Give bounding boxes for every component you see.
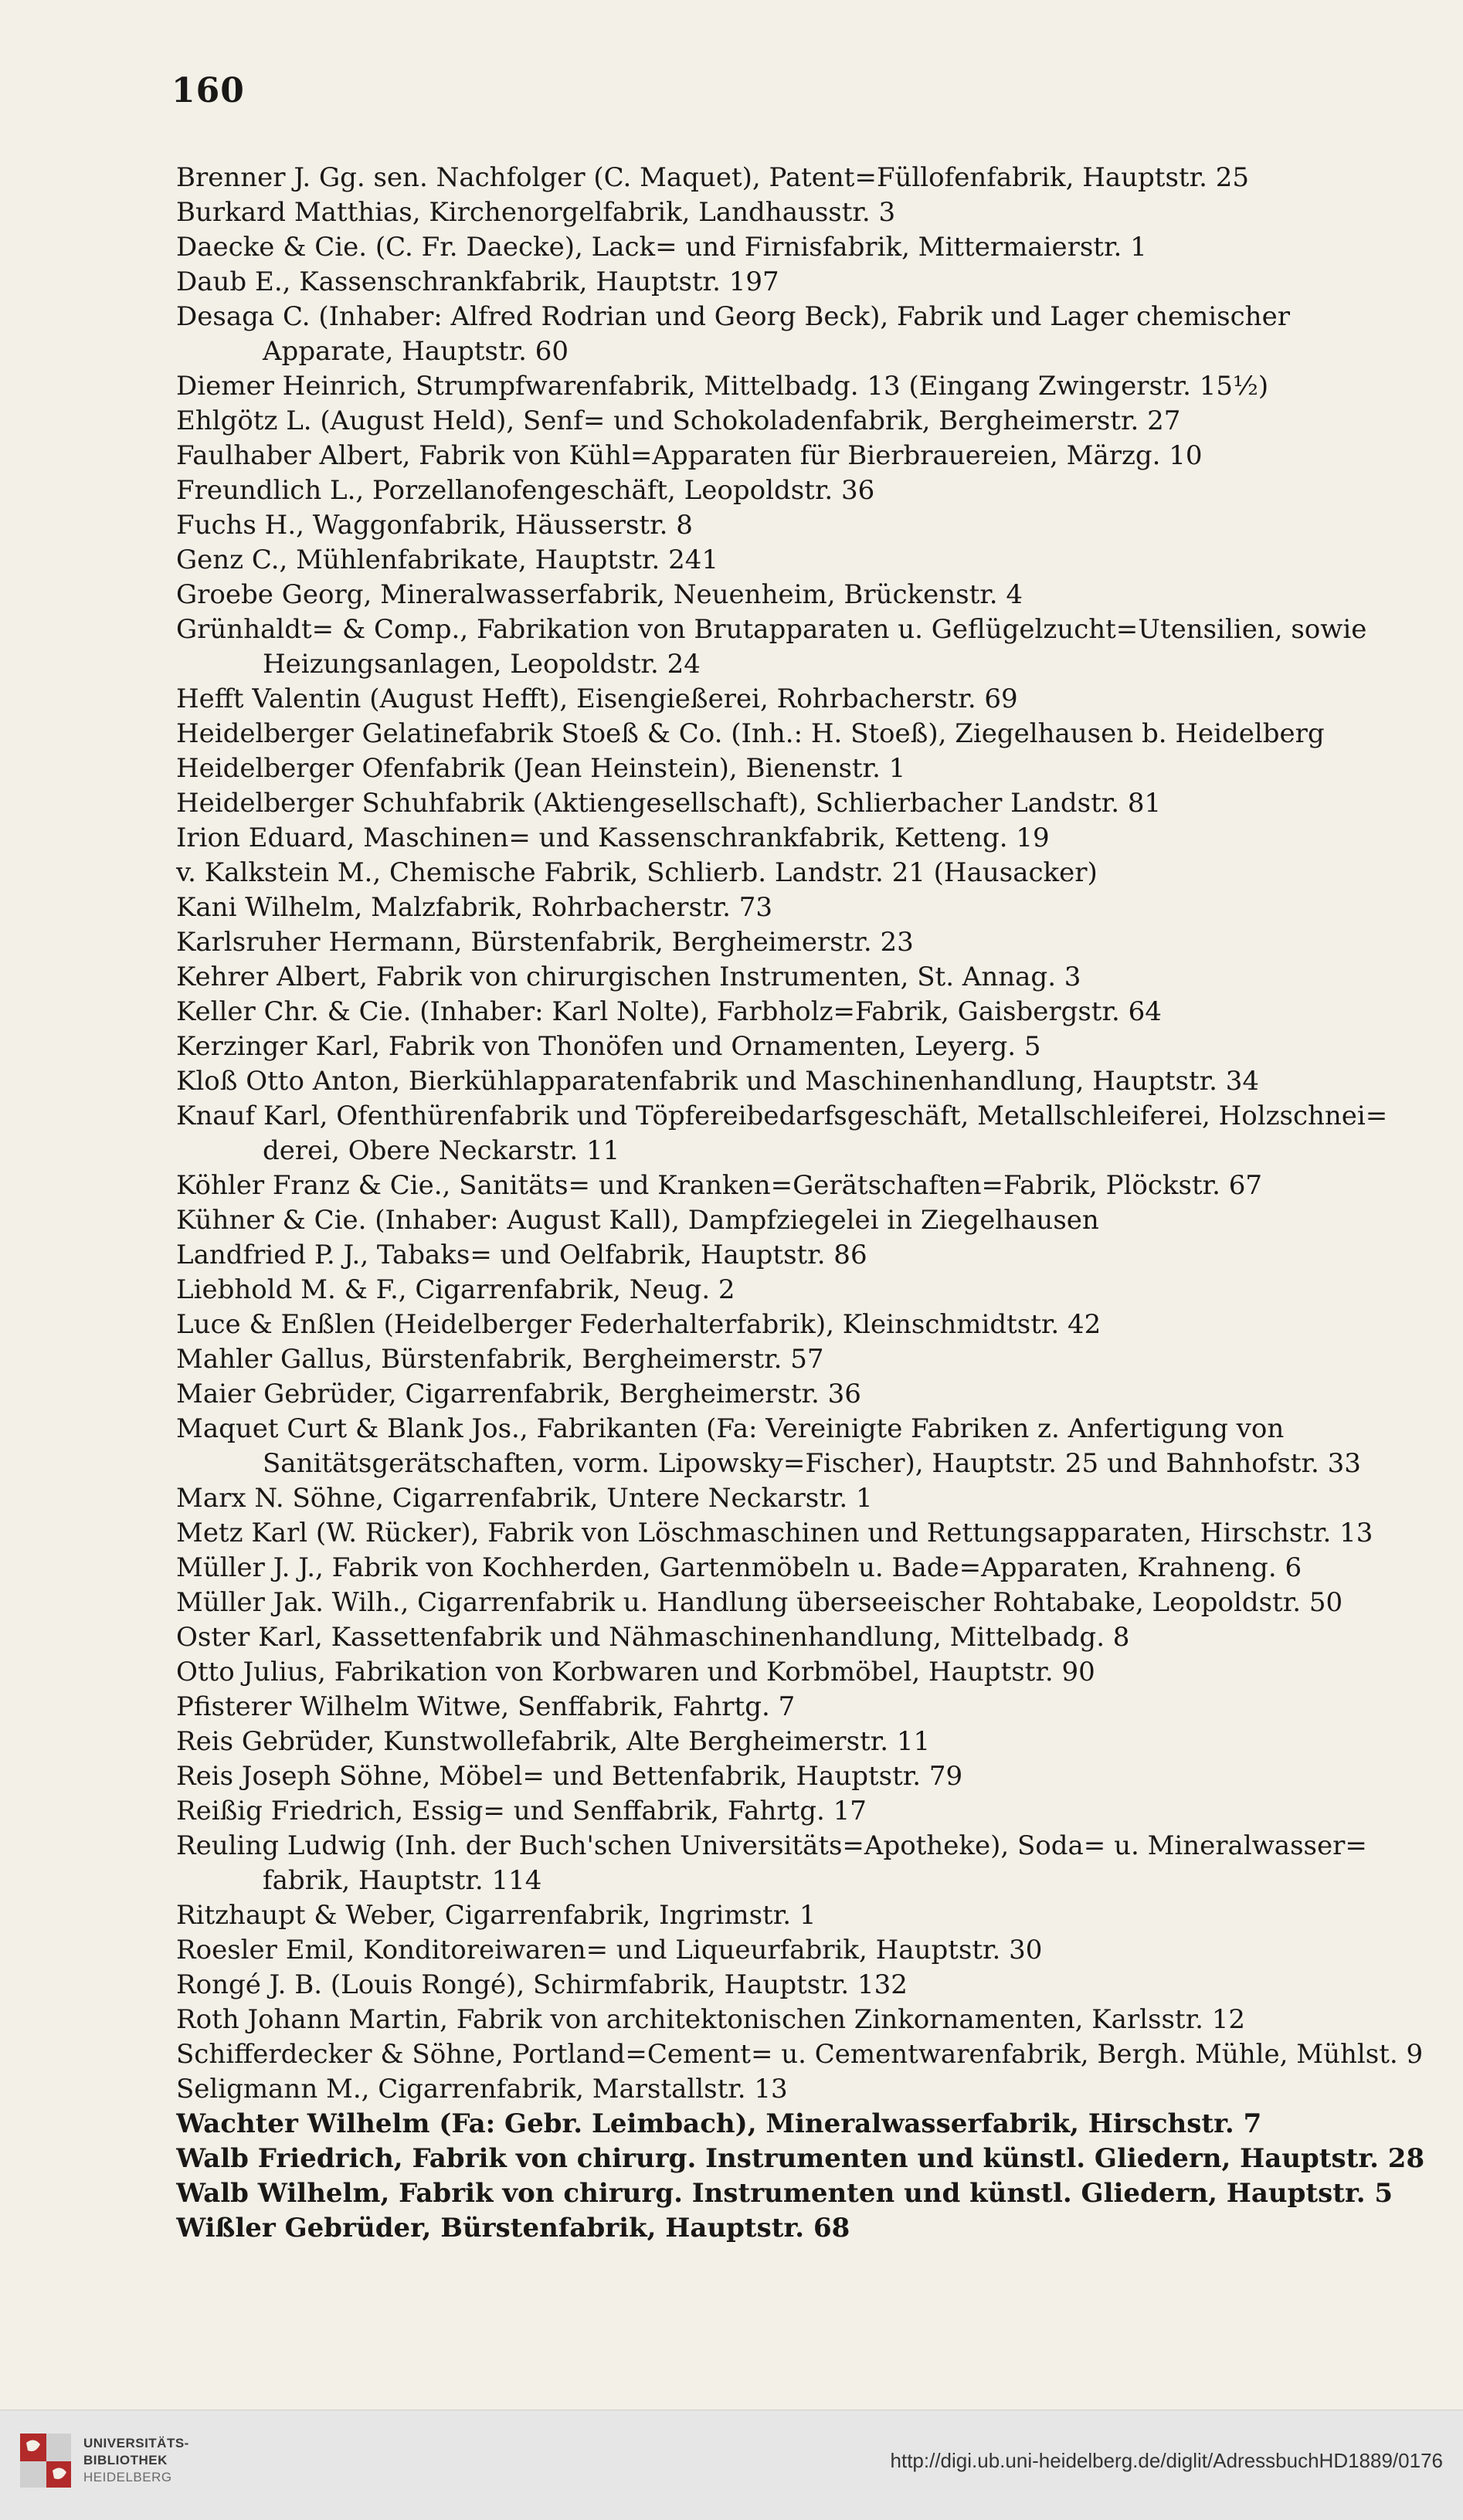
- entry-text: Reis Gebrüder, Kunstwollefabrik, Alte Bergheimerstr. 11: [176, 1726, 931, 1757]
- directory-entry: [176, 161, 1435, 195]
- entry-text: v. Kalkstein M., Chemische Fabrik, Schlierb. Landstr. 21 (Hausacker): [176, 857, 1098, 888]
- entry-text: Heidelberger Schuhfabrik (Aktiengesellschaft), Schlierbacher Landstr. 81: [176, 788, 1162, 819]
- entry-text: Reuling Ludwig (Inh. der Buch'schen Universitäts=Apotheke), Soda= u. Mineralwasser=: [176, 1830, 1367, 1861]
- directory-entry: [176, 1968, 1435, 2003]
- entry-continuation: fabrik, Hauptstr. 114: [263, 1865, 542, 1896]
- entry-text: Schifferdecker & Söhne, Portland=Cement= u. Cementwarenfabrik, Bergh. Mühle, Mühlst. 9: [176, 2039, 1424, 2070]
- entry-text: Ehlgötz L. (August Held), Senf= und Schokoladenfabrik, Bergheimerstr. 27: [176, 405, 1181, 436]
- entry-text: Kerzinger Karl, Fabrik von Thonöfen und Ornamenten, Leyerg. 5: [176, 1031, 1041, 1062]
- directory-entry: [176, 1933, 1435, 1968]
- entry-text: Mahler Gallus, Bürstenfabrik, Bergheimerstr. 57: [176, 1344, 824, 1375]
- directory-entry: [176, 1516, 1435, 1551]
- entry-text: Müller Jak. Wilh., Cigarrenfabrik u. Handlung überseeischer Rohtabake, Leopoldstr. 50: [176, 1587, 1343, 1618]
- entry-text: Heidelberger Ofenfabrik (Jean Heinstein), Bienenstr. 1: [176, 753, 906, 784]
- entry-text: Maquet Curt & Blank Jos., Fabrikanten (Fa: Vereinigte Fabriken z. Anfertigung von: [176, 1413, 1285, 1444]
- university-seal-icon: [15, 2427, 76, 2494]
- entry-text: Liebhold M. & F., Cigarrenfabrik, Neug. 2: [176, 1274, 735, 1305]
- page-number: 160: [171, 71, 245, 110]
- entry-text: Müller J. J., Fabrik von Kochherden, Gartenmöbeln u. Bade=Apparaten, Krahneng. 6: [176, 1552, 1302, 1583]
- directory-entry: [176, 1829, 1435, 1898]
- directory-entry: [176, 682, 1435, 717]
- directory-entry: [176, 1412, 1435, 1481]
- entry-text: Diemer Heinrich, Strumpfwarenfabrik, Mittelbadg. 13 (Eingang Zwingerstr. 15½): [176, 371, 1269, 402]
- entry-text: Ritzhaupt & Weber, Cigarrenfabrik, Ingrimstr. 1: [176, 1900, 816, 1931]
- directory-entry: [176, 925, 1435, 960]
- directory-entry: [176, 1273, 1435, 1307]
- entry-text: Walb Friedrich, Fabrik von chirurg. Instrumenten und künstl. Gliedern, Hauptstr. 28: [176, 2143, 1425, 2174]
- entry-text: Burkard Matthias, Kirchenorgelfabrik, Landhausstr. 3: [176, 197, 896, 228]
- directory-entry: [176, 2037, 1435, 2072]
- source-url-link[interactable]: http://digi.ub.uni-heidelberg.de/diglit/AdressbuchHD1889/0176: [890, 2449, 1443, 2472]
- entry-text: Reis Joseph Söhne, Möbel= und Bettenfabrik, Hauptstr. 79: [176, 1761, 963, 1792]
- entry-text: Heidelberger Gelatinefabrik Stoeß & Co. (Inh.: H. Stoeß), Ziegelhausen b. Heidelberg: [176, 718, 1325, 749]
- directory-entry: [176, 265, 1435, 300]
- directory-entry: [176, 2003, 1435, 2037]
- directory-entry: [176, 1342, 1435, 1377]
- entry-text: Kloß Otto Anton, Bierkühlapparatenfabrik und Maschinenhandlung, Hauptstr. 34: [176, 1066, 1260, 1097]
- entry-text: Brenner J. Gg. sen. Nachfolger (C. Maquet), Patent=Füllofenfabrik, Hauptstr. 25: [176, 162, 1249, 193]
- entry-continuation: Apparate, Hauptstr. 60: [263, 336, 569, 367]
- directory-entry: [176, 508, 1435, 543]
- library-logo-text: [83, 2435, 189, 2486]
- directory-entry: [176, 578, 1435, 612]
- entry-text: Desaga C. (Inhaber: Alfred Rodrian und Georg Beck), Fabrik und Lager chemischer: [176, 301, 1290, 332]
- directory-entry: [176, 786, 1435, 821]
- entry-text: Freundlich L., Porzellanofengeschäft, Leopoldstr. 36: [176, 475, 875, 506]
- directory-entry: [176, 1307, 1435, 1342]
- directory-entry: [176, 543, 1435, 578]
- entry-text: Groebe Georg, Mineralwasserfabrik, Neuenheim, Brückenstr. 4: [176, 579, 1023, 610]
- entry-text: Roesler Emil, Konditoreiwaren= und Liqueurfabrik, Hauptstr. 30: [176, 1935, 1043, 1965]
- entry-text: Marx N. Söhne, Cigarrenfabrik, Untere Neckarstr. 1: [176, 1483, 873, 1514]
- directory-entry: [176, 960, 1435, 995]
- directory-entry: [176, 821, 1435, 856]
- directory-entry: [176, 2072, 1435, 2107]
- directory-entry: [176, 1064, 1435, 1099]
- directory-entry: [176, 1238, 1435, 1273]
- entry-text: Landfried P. J., Tabaks= und Oelfabrik, Hauptstr. 86: [176, 1240, 867, 1270]
- entry-text: Reißig Friedrich, Essig= und Senffabrik, Fahrtg. 17: [176, 1796, 867, 1826]
- entry-text: Köhler Franz & Cie., Sanitäts= und Kranken=Gerätschaften=Fabrik, Plöckstr. 67: [176, 1170, 1263, 1201]
- entry-continuation: Sanitätsgerätschaften, vorm. Lipowsky=Fischer), Hauptstr. 25 und Bahnhofstr. 33: [263, 1448, 1361, 1479]
- entry-text: Daecke & Cie. (C. Fr. Daecke), Lack= und Firnisfabrik, Mittermaierstr. 1: [176, 232, 1147, 263]
- directory-entry: [176, 1690, 1435, 1725]
- directory-entry: [176, 1620, 1435, 1655]
- directory-entry: [176, 1586, 1435, 1620]
- entry-text: Irion Eduard, Maschinen= und Kassenschrankfabrik, Ketteng. 19: [176, 822, 1050, 853]
- directory-entry: [176, 1168, 1435, 1203]
- footer-bar: [0, 2410, 1463, 2520]
- directory-entry: [176, 1655, 1435, 1690]
- directory-entry: [176, 1481, 1435, 1516]
- entry-text: Kehrer Albert, Fabrik von chirurgischen Instrumenten, St. Annag. 3: [176, 962, 1081, 992]
- directory-entry: [176, 2142, 1435, 2176]
- directory-entry: [176, 473, 1435, 508]
- entry-text: Pfisterer Wilhelm Witwe, Senffabrik, Fahrtg. 7: [176, 1691, 796, 1722]
- entry-text: Roth Johann Martin, Fabrik von architektonischen Zinkornamenten, Karlsstr. 12: [176, 2004, 1245, 2035]
- directory-entry: [176, 1377, 1435, 1412]
- directory-entries: [176, 161, 1435, 2246]
- directory-entry: [176, 195, 1435, 230]
- entry-text: Wachter Wilhelm (Fa: Gebr. Leimbach), Mineralwasserfabrik, Hirschstr. 7: [176, 2108, 1262, 2139]
- directory-entry: [176, 439, 1435, 473]
- directory-entry: [176, 717, 1435, 751]
- directory-entry: [176, 751, 1435, 786]
- directory-entry: [176, 1203, 1435, 1238]
- entry-text: Seligmann M., Cigarrenfabrik, Marstallstr. 13: [176, 2074, 788, 2105]
- entry-text: Rongé J. B. (Louis Rongé), Schirmfabrik, Hauptstr. 132: [176, 1969, 908, 2000]
- directory-entry: [176, 890, 1435, 925]
- entry-text: Grünhaldt= & Comp., Fabrikation von Brutapparaten u. Geflügelzucht=Utensilien, sowie: [176, 614, 1367, 645]
- logo-line-3: HEIDELBERG: [83, 2470, 172, 2484]
- entry-text: Kani Wilhelm, Malzfabrik, Rohrbacherstr. 73: [176, 892, 773, 923]
- entry-text: Metz Karl (W. Rücker), Fabrik von Löschmaschinen und Rettungsapparaten, Hirschstr. 13: [176, 1518, 1373, 1548]
- entry-text: Knauf Karl, Ofenthürenfabrik und Töpfereibedarfsgeschäft, Metallschleiferei, Holzschnei=: [176, 1101, 1388, 1131]
- directory-entry: [176, 2176, 1435, 2211]
- entry-text: Maier Gebrüder, Cigarrenfabrik, Bergheimerstr. 36: [176, 1379, 861, 1409]
- directory-entry: [176, 1725, 1435, 1759]
- directory-entry: [176, 1029, 1435, 1064]
- entry-text: Oster Karl, Kassettenfabrik und Nähmaschinenhandlung, Mittelbadg. 8: [176, 1622, 1130, 1653]
- directory-entry: [176, 369, 1435, 404]
- entry-text: Daub E., Kassenschrankfabrik, Hauptstr. 197: [176, 266, 779, 297]
- directory-entry: [176, 612, 1435, 682]
- directory-entry: [176, 1551, 1435, 1586]
- entry-text: Hefft Valentin (August Hefft), Eisengießerei, Rohrbacherstr. 69: [176, 683, 1018, 714]
- entry-text: Keller Chr. & Cie. (Inhaber: Karl Nolte), Farbholz=Fabrik, Gaisbergstr. 64: [176, 996, 1162, 1027]
- directory-entry: [176, 2107, 1435, 2142]
- entry-text: Walb Wilhelm, Fabrik von chirurg. Instrumenten und künstl. Gliedern, Hauptstr. 5: [176, 2178, 1393, 2209]
- entry-text: Kühner & Cie. (Inhaber: August Kall), Dampfziegelei in Ziegelhausen: [176, 1205, 1099, 1236]
- entry-text: Luce & Enßlen (Heidelberger Federhalterfabrik), Kleinschmidtstr. 42: [176, 1309, 1101, 1340]
- entry-continuation: derei, Obere Neckarstr. 11: [263, 1135, 620, 1166]
- entry-text: Karlsruher Hermann, Bürstenfabrik, Bergheimerstr. 23: [176, 927, 914, 958]
- entry-text: Faulhaber Albert, Fabrik von Kühl=Apparaten für Bierbrauereien, Märzg. 10: [176, 440, 1203, 471]
- entry-continuation: Heizungsanlagen, Leopoldstr. 24: [263, 649, 701, 680]
- directory-entry: [176, 1759, 1435, 1794]
- directory-entry: [176, 230, 1435, 265]
- directory-entry: [176, 1099, 1435, 1168]
- entry-text: Wißler Gebrüder, Bürstenfabrik, Hauptstr. 68: [176, 2213, 850, 2244]
- directory-entry: [176, 404, 1435, 439]
- entry-text: Genz C., Mühlenfabrikate, Hauptstr. 241: [176, 544, 719, 575]
- directory-entry: [176, 1794, 1435, 1829]
- directory-entry: [176, 1898, 1435, 1933]
- directory-entry: [176, 2211, 1435, 2246]
- logo-line-2: BIBLIOTHEK: [83, 2453, 168, 2467]
- directory-entry: [176, 856, 1435, 890]
- entry-text: Fuchs H., Waggonfabrik, Häusserstr. 8: [176, 510, 693, 541]
- directory-entry: [176, 300, 1435, 369]
- logo-line-1: UNIVERSITÄTS-: [83, 2436, 189, 2450]
- directory-entry: [176, 995, 1435, 1029]
- entry-text: Otto Julius, Fabrikation von Korbwaren und Korbmöbel, Hauptstr. 90: [176, 1657, 1095, 1687]
